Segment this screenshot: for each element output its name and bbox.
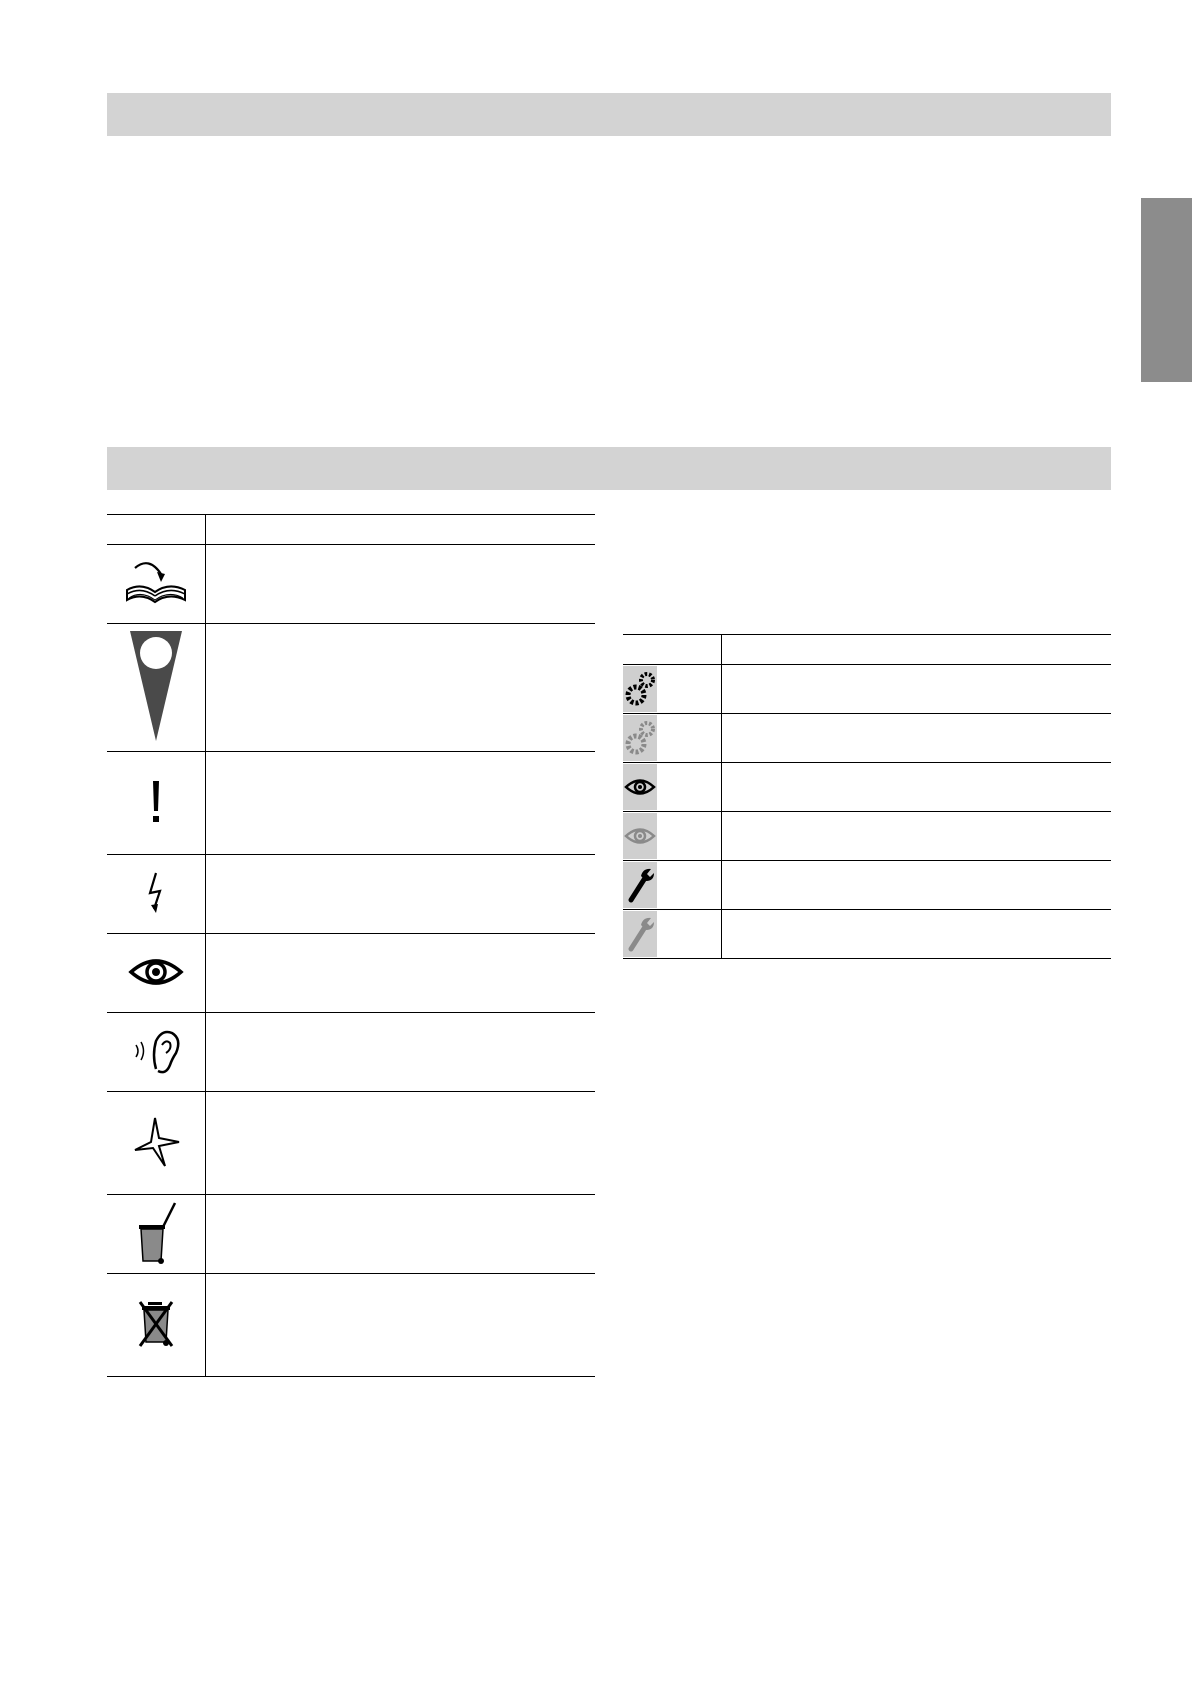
- row-text: [205, 934, 595, 1013]
- table-row: [107, 1013, 595, 1092]
- table-row: [107, 545, 595, 624]
- section-header-band-2: [107, 447, 1111, 490]
- table-row: [107, 1195, 595, 1274]
- table-row: [107, 934, 595, 1013]
- row-text: [205, 1274, 595, 1377]
- table-row: [623, 763, 1111, 812]
- row-text: [205, 752, 595, 855]
- row-text: [721, 714, 1111, 763]
- table-header-row: [107, 515, 595, 545]
- row-text: [721, 665, 1111, 714]
- exclamation-icon: [146, 777, 166, 827]
- table-row: [107, 1092, 595, 1195]
- section-header-band-1: [107, 93, 1111, 136]
- read-manual-icon: [121, 554, 191, 612]
- row-text: [205, 1092, 595, 1195]
- row-text: [205, 624, 595, 752]
- header-symbol: [107, 515, 205, 545]
- eye-small-icon: [623, 764, 657, 810]
- table-row: [107, 624, 595, 752]
- gears-light-icon: [623, 715, 657, 761]
- header-meaning: [205, 515, 595, 545]
- ear-icon: [128, 1025, 184, 1077]
- row-text: [721, 910, 1111, 959]
- row-text: [205, 855, 595, 934]
- table-row: [623, 812, 1111, 861]
- row-text: [721, 861, 1111, 910]
- wrench-light-icon: [623, 911, 657, 957]
- table-row: [623, 665, 1111, 714]
- gears-icon: [623, 666, 657, 712]
- header-meaning: [721, 635, 1111, 665]
- row-text: [205, 1013, 595, 1092]
- row-text: [205, 1195, 595, 1274]
- warning-pennant-icon: [126, 627, 186, 745]
- table-row: [623, 714, 1111, 763]
- symbol-table-right: [623, 634, 1111, 959]
- table-header-row: [623, 635, 1111, 665]
- lightning-icon: [144, 871, 168, 915]
- table-row: [107, 855, 595, 934]
- recycle-bin-icon: [133, 1201, 179, 1265]
- row-text: [205, 545, 595, 624]
- table-row: [107, 1274, 595, 1377]
- wrench-icon: [623, 862, 657, 908]
- symbol-table-left: [107, 514, 595, 1377]
- spark-icon: [131, 1116, 181, 1168]
- table-row: [623, 910, 1111, 959]
- table-row: [623, 861, 1111, 910]
- eye-light-icon: [623, 813, 657, 859]
- table-row: [107, 752, 595, 855]
- header-symbol: [623, 635, 721, 665]
- row-text: [721, 812, 1111, 861]
- row-text: [721, 763, 1111, 812]
- crossed-bin-icon: [134, 1298, 178, 1350]
- eye-icon: [128, 956, 184, 988]
- side-language-tab: [1141, 198, 1192, 382]
